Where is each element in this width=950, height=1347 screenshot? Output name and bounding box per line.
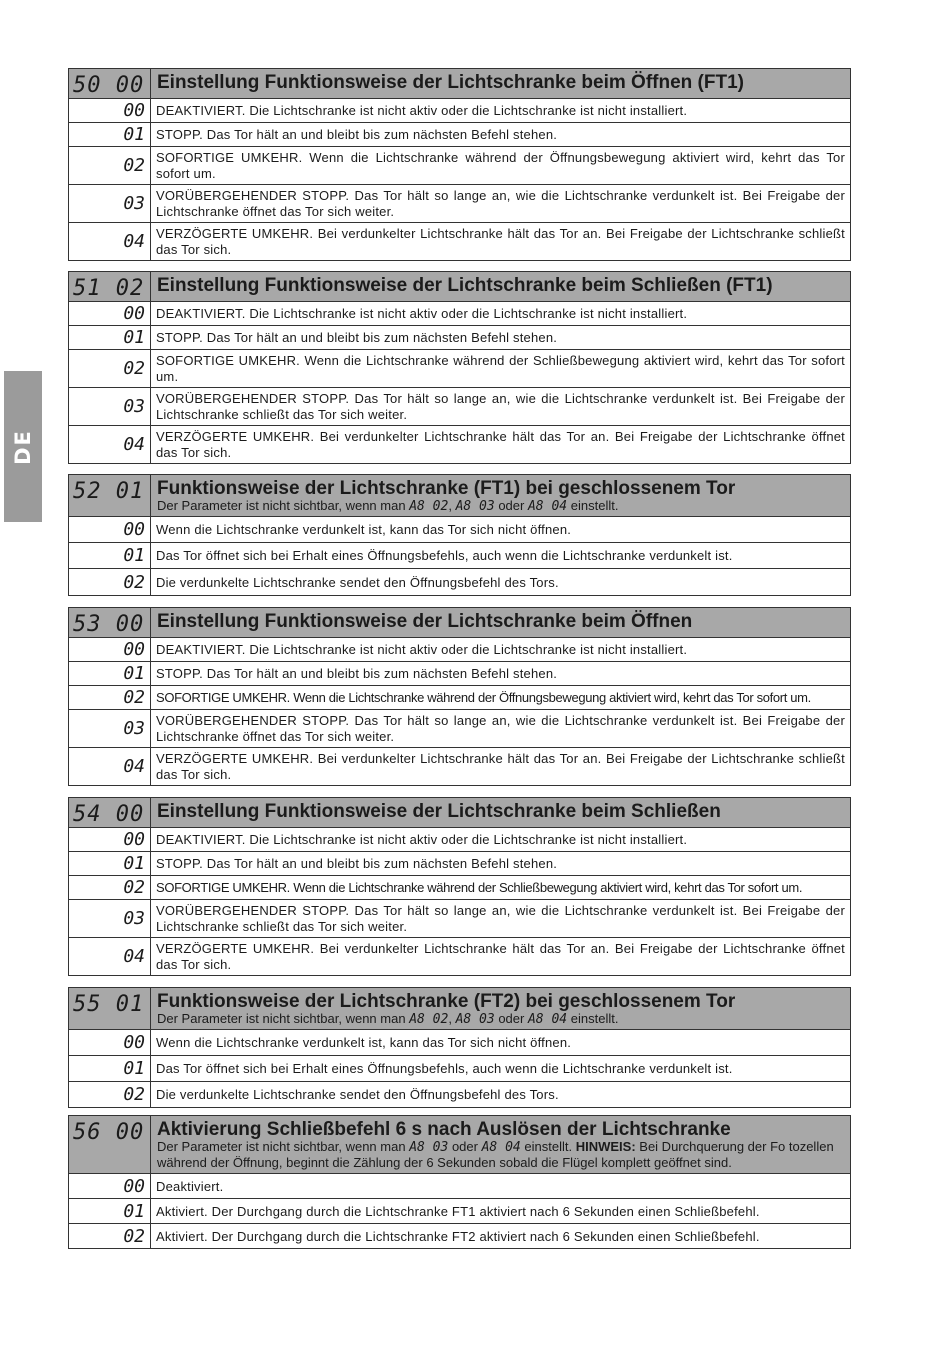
option-value: 04	[69, 748, 151, 786]
option-description: DEAKTIVIERT. Die Lichtschranke ist nicht aktiv oder die Lichtschranke ist nicht installiert.	[151, 828, 851, 852]
option-value: 00	[69, 302, 151, 326]
option-row	[69, 938, 851, 976]
option-description: Aktiviert. Der Durchgang durch die Lichtschranke FT1 aktiviert nach 6 Sekunden einen Schließbefehl.	[151, 1199, 851, 1224]
option-value: 02	[69, 147, 151, 185]
option-row	[69, 1174, 851, 1199]
param-title: Einstellung Funktionsweise der Lichtschranke beim Schließen (FT1)	[157, 275, 773, 296]
param-note: Der Parameter ist nicht sichtbar, wenn man A8 02, A8 03 oder A8 04 einstellt.	[157, 498, 619, 514]
option-row	[69, 828, 851, 852]
option-description: VERZÖGERTE UMKEHR. Bei verdunkelter Lichtschranke hält das Tor an. Bei Freigabe der Lichtschranke öffnet das Tor sich.	[151, 426, 851, 464]
option-description: STOPP. Das Tor hält an und bleibt bis zum nächsten Befehl stehen.	[151, 852, 851, 876]
option-value: 00	[69, 828, 151, 852]
option-description: STOPP. Das Tor hält an und bleibt bis zum nächsten Befehl stehen.	[151, 326, 851, 350]
option-description: VERZÖGERTE UMKEHR. Bei verdunkelter Lichtschranke hält das Tor an. Bei Freigabe der Lichtschranke schließt das Tor sich.	[151, 748, 851, 786]
param-block-50	[68, 68, 851, 261]
option-value: 02	[69, 1082, 151, 1108]
option-value: 02	[69, 350, 151, 388]
param-code: 56 00	[69, 1116, 151, 1174]
option-row	[69, 123, 851, 147]
option-row	[69, 662, 851, 686]
option-row	[69, 543, 851, 569]
option-value: 00	[69, 517, 151, 543]
option-row	[69, 1030, 851, 1056]
option-description: Wenn die Lichtschranke verdunkelt ist, kann das Tor sich nicht öffnen.	[151, 1030, 851, 1056]
param-code: 50 00	[69, 69, 151, 99]
language-tab	[4, 371, 42, 522]
param-title: Einstellung Funktionsweise der Lichtschranke beim Öffnen	[157, 611, 693, 632]
param-code: 54 00	[69, 798, 151, 828]
option-value: 02	[69, 686, 151, 710]
option-row	[69, 710, 851, 748]
option-row	[69, 326, 851, 350]
param-block-52	[68, 474, 851, 596]
param-block-55	[68, 987, 851, 1108]
param-code: 52 01	[69, 475, 151, 517]
param-code: 53 00	[69, 608, 151, 638]
param-note: Der Parameter ist nicht sichtbar, wenn man A8 03 oder A8 04 einstellt. HINWEIS: Bei Durchquerung der Fo tozellen während der Öffnung, beginnt die Zählung der 6 Sekunden sobald die Flügel komplett geöffnet sind.	[157, 1139, 834, 1170]
option-value: 03	[69, 710, 151, 748]
option-description: DEAKTIVIERT. Die Lichtschranke ist nicht aktiv oder die Lichtschranke ist nicht installiert.	[151, 99, 851, 123]
option-value: 02	[69, 876, 151, 900]
param-header	[69, 988, 851, 1030]
option-value: 03	[69, 388, 151, 426]
option-value: 01	[69, 1199, 151, 1224]
option-row	[69, 147, 851, 185]
option-description: STOPP. Das Tor hält an und bleibt bis zum nächsten Befehl stehen.	[151, 123, 851, 147]
option-value: 03	[69, 900, 151, 938]
param-title: Funktionsweise der Lichtschranke (FT2) bei geschlossenem Tor	[157, 991, 736, 1012]
option-row	[69, 388, 851, 426]
option-description: SOFORTIGE UMKEHR. Wenn die Lichtschranke während der Schließbewegung aktiviert wird, kehrt das Tor sofort um.	[151, 350, 851, 388]
option-description: Aktiviert. Der Durchgang durch die Lichtschranke FT2 aktiviert nach 6 Sekunden einen Schließbefehl.	[151, 1224, 851, 1249]
param-header	[69, 69, 851, 99]
option-description: VORÜBERGEHENDER STOPP. Das Tor hält so lange an, wie die Lichtschranke verdunkelt ist. Bei Freigabe der Lichtschranke schließt das Tor sich weiter.	[151, 900, 851, 938]
option-description: VERZÖGERTE UMKEHR. Bei verdunkelter Lichtschranke hält das Tor an. Bei Freigabe der Lichtschranke öffnet das Tor sich.	[151, 938, 851, 976]
option-description: SOFORTIGE UMKEHR. Wenn die Lichtschranke während der Öffnungsbewegung aktiviert wird, kehrt das Tor sofort um.	[151, 147, 851, 185]
option-row	[69, 223, 851, 261]
option-row	[69, 99, 851, 123]
option-row	[69, 185, 851, 223]
option-value: 00	[69, 99, 151, 123]
option-description: VORÜBERGEHENDER STOPP. Das Tor hält so lange an, wie die Lichtschranke verdunkelt ist. Bei Freigabe der Lichtschranke öffnet das Tor sich weiter.	[151, 710, 851, 748]
option-description: Das Tor öffnet sich bei Erhalt eines Öffnungsbefehls, auch wenn die Lichtschranke verdunkelt ist.	[151, 1056, 851, 1082]
option-row	[69, 748, 851, 786]
option-description: VERZÖGERTE UMKEHR. Bei verdunkelter Lichtschranke hält das Tor an. Bei Freigabe der Lichtschranke schließt das Tor sich.	[151, 223, 851, 261]
option-description: SOFORTIGE UMKEHR. Wenn die Lichtschranke während der Öffnungsbewegung aktiviert wird, kehrt das Tor sofort um.	[151, 686, 851, 710]
param-title: Funktionsweise der Lichtschranke (FT1) bei geschlossenem Tor	[157, 478, 736, 499]
param-title: Aktivierung Schließbefehl 6 s nach Auslösen der Lichtschranke	[157, 1119, 731, 1140]
option-description: Wenn die Lichtschranke verdunkelt ist, kann das Tor sich nicht öffnen.	[151, 517, 851, 543]
option-value: 04	[69, 426, 151, 464]
option-value: 00	[69, 1030, 151, 1056]
param-header	[69, 272, 851, 302]
option-description: STOPP. Das Tor hält an und bleibt bis zum nächsten Befehl stehen.	[151, 662, 851, 686]
option-value: 00	[69, 638, 151, 662]
option-row	[69, 686, 851, 710]
option-value: 00	[69, 1174, 151, 1199]
param-block-53	[68, 607, 851, 786]
option-description: Die verdunkelte Lichtschranke sendet den Öffnungsbefehl des Tors.	[151, 569, 851, 596]
option-value: 01	[69, 662, 151, 686]
option-value: 02	[69, 569, 151, 596]
option-row	[69, 1224, 851, 1249]
option-value: 04	[69, 938, 151, 976]
option-row	[69, 900, 851, 938]
option-value: 03	[69, 185, 151, 223]
option-description: VORÜBERGEHENDER STOPP. Das Tor hält so lange an, wie die Lichtschranke verdunkelt ist. Bei Freigabe der Lichtschranke schließt das Tor sich weiter.	[151, 388, 851, 426]
option-row	[69, 517, 851, 543]
param-block-56	[68, 1115, 851, 1249]
option-description: DEAKTIVIERT. Die Lichtschranke ist nicht aktiv oder die Lichtschranke ist nicht installiert.	[151, 638, 851, 662]
option-value: 01	[69, 326, 151, 350]
param-header	[69, 798, 851, 828]
option-description: VORÜBERGEHENDER STOPP. Das Tor hält so lange an, wie die Lichtschranke verdunkelt ist. Bei Freigabe der Lichtschranke öffnet das Tor sich weiter.	[151, 185, 851, 223]
option-row	[69, 1082, 851, 1108]
option-row	[69, 302, 851, 326]
param-block-51	[68, 271, 851, 464]
param-code: 55 01	[69, 988, 151, 1030]
param-code: 51 02	[69, 272, 151, 302]
option-value: 01	[69, 852, 151, 876]
option-description: Deaktiviert.	[151, 1174, 851, 1199]
option-row	[69, 638, 851, 662]
option-value: 01	[69, 123, 151, 147]
option-value: 04	[69, 223, 151, 261]
option-row	[69, 1199, 851, 1224]
option-description: DEAKTIVIERT. Die Lichtschranke ist nicht aktiv oder die Lichtschranke ist nicht installiert.	[151, 302, 851, 326]
param-header	[69, 475, 851, 517]
option-row	[69, 569, 851, 596]
option-description: SOFORTIGE UMKEHR. Wenn die Lichtschranke während der Schließbewegung aktiviert wird, kehrt das Tor sofort um.	[151, 876, 851, 900]
option-value: 02	[69, 1224, 151, 1249]
option-row	[69, 426, 851, 464]
option-value: 01	[69, 543, 151, 569]
option-row	[69, 1056, 851, 1082]
option-description: Die verdunkelte Lichtschranke sendet den Öffnungsbefehl des Tors.	[151, 1082, 851, 1108]
option-row	[69, 350, 851, 388]
option-row	[69, 852, 851, 876]
param-block-54	[68, 797, 851, 976]
option-row	[69, 876, 851, 900]
option-value: 01	[69, 1056, 151, 1082]
language-tab-label: DE	[11, 428, 35, 465]
param-header	[69, 608, 851, 638]
param-header	[69, 1116, 851, 1174]
option-description: Das Tor öffnet sich bei Erhalt eines Öffnungsbefehls, auch wenn die Lichtschranke verdunkelt ist.	[151, 543, 851, 569]
param-title: Einstellung Funktionsweise der Lichtschranke beim Schließen	[157, 801, 721, 822]
param-title: Einstellung Funktionsweise der Lichtschranke beim Öffnen (FT1)	[157, 72, 744, 93]
param-note: Der Parameter ist nicht sichtbar, wenn man A8 02, A8 03 oder A8 04 einstellt.	[157, 1011, 619, 1027]
